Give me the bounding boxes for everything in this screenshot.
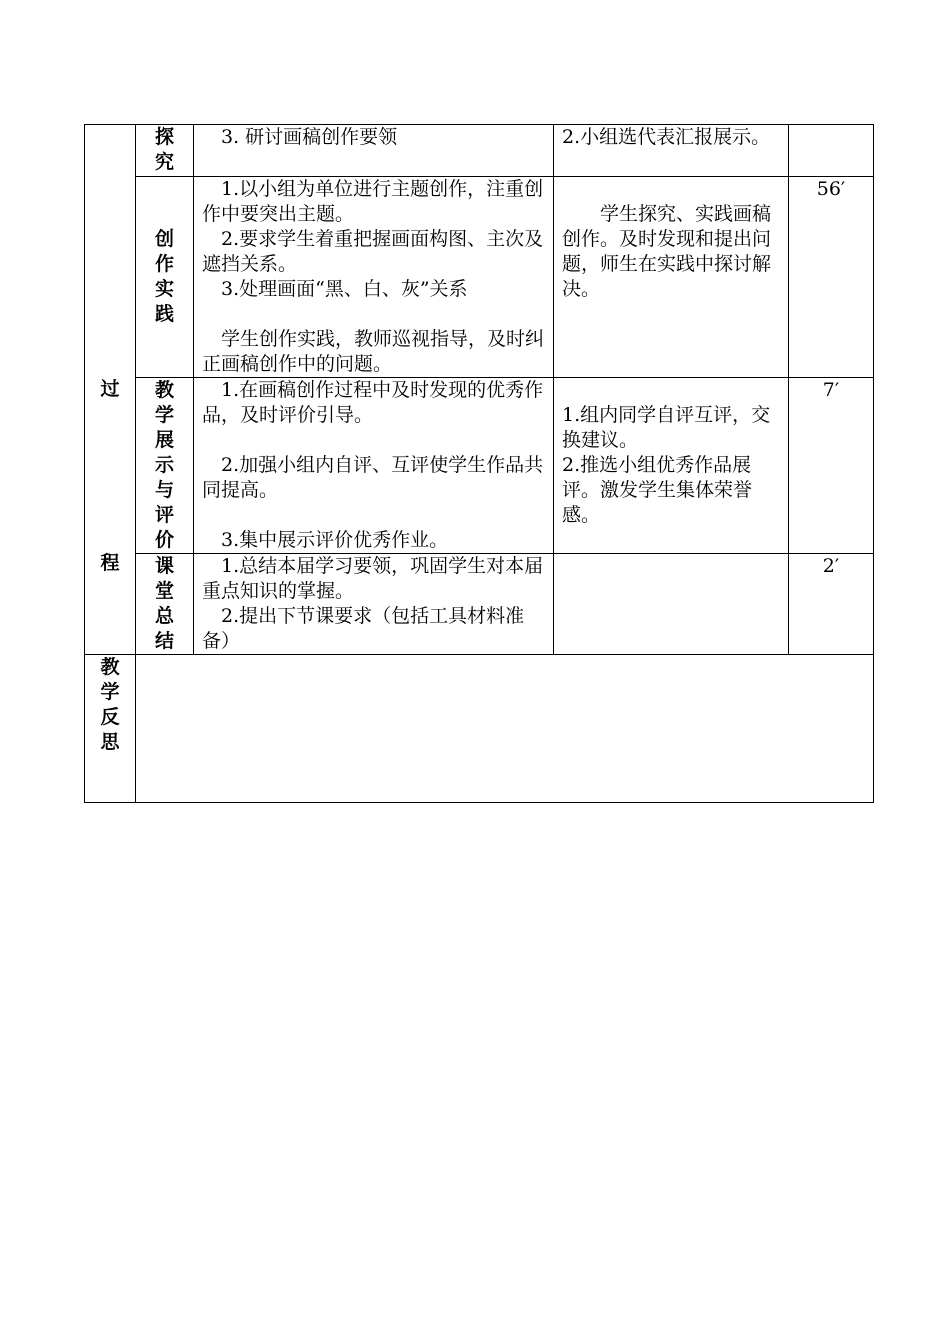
- activity-line: 2.推选小组优秀作品展评。激发学生集体荣誉感。: [562, 454, 753, 526]
- content-line: 3. 研讨画稿创作要领: [221, 126, 398, 148]
- activity-cell: [554, 177, 789, 378]
- content-cell: [194, 554, 554, 655]
- activity-cell: [554, 554, 789, 655]
- stage-label: 探究: [136, 125, 194, 177]
- reflection-label: 教学反思: [85, 655, 136, 803]
- activity-cell: [554, 125, 789, 177]
- activity-cell: [554, 378, 789, 554]
- content-line: 3.处理画面“黑、白、灰”关系: [221, 278, 468, 300]
- content-cell: [194, 378, 554, 554]
- stage-label: 教学展示与评价: [136, 378, 194, 554]
- table-row-practice: [85, 177, 874, 378]
- lesson-plan-table: [84, 124, 874, 803]
- content-line: 学生创作实践，教师巡视指导，及时纠正画稿创作中的问题。: [202, 328, 545, 375]
- content-cell: [194, 125, 554, 177]
- activity-line: 1.组内同学自评互评，交换建议。: [562, 404, 771, 451]
- time-cell: 2′: [789, 554, 874, 655]
- time-cell: 7′: [789, 378, 874, 554]
- table-row-showcase: [85, 378, 874, 554]
- table-row-summary: [85, 554, 874, 655]
- time-cell: [789, 125, 874, 177]
- phase-label-top: 过: [100, 378, 120, 400]
- content-line: 1.以小组为单位进行主题创作，注重创作中要突出主题。: [202, 178, 544, 225]
- content-line: 1.在画稿创作过程中及时发现的优秀作品，及时评价引导。: [202, 379, 544, 426]
- content-line: 2.加强小组内自评、互评使学生作品共同提高。: [202, 454, 544, 501]
- table-row-explore: [85, 125, 874, 177]
- table-row-reflection: [85, 655, 874, 803]
- content-line: 2.提出下节课要求（包括工具材料准备）: [202, 605, 525, 652]
- stage-label: 课堂总结: [136, 554, 194, 655]
- phase-label-bottom: 程: [100, 552, 120, 574]
- content-line: 1.总结本届学习要领，巩固学生对本届重点知识的掌握。: [202, 555, 544, 602]
- phase-cell: [85, 125, 136, 655]
- content-line: 2.要求学生着重把握画面构图、主次及遮挡关系。: [202, 228, 544, 275]
- activity-line: 学生探究、实践画稿创作。及时发现和提出问题，师生在实践中探讨解决。: [562, 203, 772, 300]
- content-line: 3.集中展示评价优秀作业。: [221, 529, 449, 551]
- content-cell: [194, 177, 554, 378]
- stage-label: 创作实践: [136, 177, 194, 378]
- time-cell: 56′: [789, 177, 874, 378]
- activity-line: 2.小组选代表汇报展示。: [562, 126, 771, 148]
- reflection-content: [136, 655, 874, 803]
